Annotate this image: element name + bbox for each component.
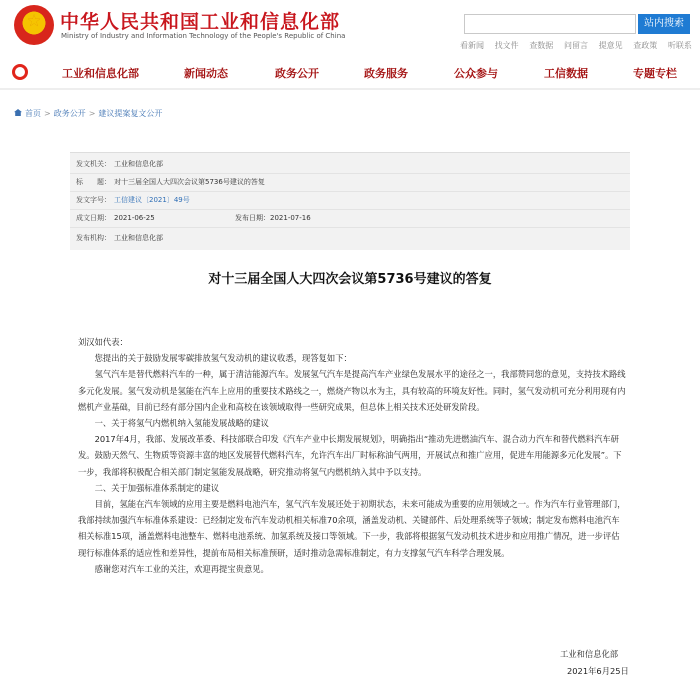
section-heading: 二、关于加强标准体系制定的建议 — [94, 482, 220, 493]
closing: 感谢您对汽车工业的关注，欢迎再提宝贵意见。 — [94, 563, 269, 574]
meta-title: 标 题： 对十三届全国人大四次会议第5736号建议的答复 — [76, 178, 265, 186]
signature: 工业和信息化部 — [560, 649, 619, 659]
salutation: 刘汉如代表： — [78, 337, 128, 347]
site-title[interactable]: 中华人民共和国工业和信息化部 — [60, 11, 341, 33]
meta-issuer: 发文机关： 工业和信息化部 — [76, 160, 163, 168]
search-button[interactable]: 站内搜索 — [638, 14, 690, 34]
meta-created: 成文日期： 2021-06-25 — [76, 214, 155, 222]
nav-item-participation[interactable]: 公众参与 — [454, 67, 498, 80]
paragraph: 2017年4月，我部、发展改革委、科技部联合印发《汽车产业中长期发展规划》，明确指出“推动先进燃油汽车、混合动力汽车和替代燃料汽车研发。鼓励天然气、生物质等资源丰富的地区发展替代燃料汽车，允许汽车出厂时标称油气两用，开展试点和推广应用，促进车用能源多元化发展”。下一步，我部将积极配合相关部门制定氢能发展战略，研究推动将氢气内燃机纳入其中予以支持。 — [78, 434, 622, 477]
national-emblem-icon[interactable] — [14, 5, 54, 45]
section-heading: 一、关于将氢气内燃机纳入氢能发展战略的建议 — [94, 418, 269, 429]
toplink-news[interactable]: 看新闻 — [460, 41, 484, 50]
meta-doc-no: 发文字号： 工信建议〔2021〕49号 — [76, 196, 190, 204]
breadcrumb-proposals[interactable]: 建议提案复文公开 — [98, 109, 163, 118]
nav-divider — [0, 88, 700, 90]
paragraph: 目前，氢能在汽车领域的应用主要是燃料电池汽车，氢气汽车发展还处于初期状态，未来可能成为重要的应用领域之一。作为汽车行业管理部门，我部持续加强汽车标准体系建设：已经制定发布汽车发动机相关标准70余项，涵盖发动机、关键部件、后处理系统等子领域；制定发布燃料电池汽车相关标准15项，涵盖燃料电池整车、燃料电池系统、加氢系统及接口等领域。下一步，我部将根据氢气发动机技术进步和应用推广情况，进一步评估现行标准体系的适应性和差异性，提前布局相关标准预研，适时推动急需标准制定，有力支撑氢气汽车科学合理发展。 — [78, 499, 626, 558]
nav-item-news[interactable]: 新闻动态 — [184, 67, 228, 80]
toplink-messages[interactable]: 问留言 — [563, 41, 588, 50]
paragraph: 您提出的关于鼓励发展零碳排放氢气发动机的建议收悉，现答复如下： — [94, 353, 352, 364]
main-nav — [0, 58, 700, 88]
article-title: 对十三届全国人大四次会议第5736号建议的答复 — [208, 272, 492, 287]
toplink-contact[interactable]: 听联系 — [667, 41, 692, 50]
meta-publisher: 发布机构： 工业和信息化部 — [76, 234, 163, 242]
breadcrumb: 首页 > 政务公开 > 建议提案复文公开 — [14, 108, 162, 119]
article-body — [78, 334, 626, 577]
nav-item-data[interactable]: 工信数据 — [544, 67, 588, 80]
top-links — [460, 40, 692, 51]
home-logo-icon[interactable] — [12, 64, 28, 80]
nav-item-ministry[interactable]: 工业和信息化部 — [62, 67, 139, 80]
breadcrumb-gov-open[interactable]: 政务公开 — [53, 109, 86, 118]
nav-item-gov-service[interactable]: 政务服务 — [364, 67, 408, 80]
paragraph: 氢气汽车是替代燃料汽车的一种，属于清洁能源汽车。发展氢气汽车是提高汽车产业绿色发展水平的途径之一，我部赞同您的意见，支持技术路线多元化发展。氢气发动机是氢能在汽车上应用的重要技术路线之一，燃烧产物以水为主，具有较高的环境友好性。同时，氢气发动机可充分利用现有内燃机产业基础，目前已经有部分国内企业和高校在该领域取得一些研究成果，但总体上相关技术还处研发阶段。 — [78, 369, 626, 412]
toplink-suggest[interactable]: 提意见 — [598, 41, 623, 50]
toplink-files[interactable]: 找文件 — [494, 41, 519, 50]
nav-item-topics[interactable]: 专题专栏 — [633, 67, 677, 80]
nav-item-gov-open[interactable]: 政务公开 — [275, 67, 319, 80]
toplink-data[interactable]: 查数据 — [529, 41, 554, 50]
document-meta — [70, 152, 630, 250]
signature-date: 2021年6月25日 — [567, 666, 629, 676]
toplink-policy[interactable]: 查政策 — [633, 41, 658, 50]
breadcrumb-home[interactable]: 首页 — [25, 109, 41, 118]
search-input[interactable] — [464, 14, 636, 34]
site-subtitle: Ministry of Industry and Information Technology of the People's Republic of China — [61, 32, 346, 40]
meta-published: 发布日期：2021-07-16 — [235, 214, 311, 222]
home-icon — [14, 109, 22, 116]
site-header — [0, 0, 700, 56]
